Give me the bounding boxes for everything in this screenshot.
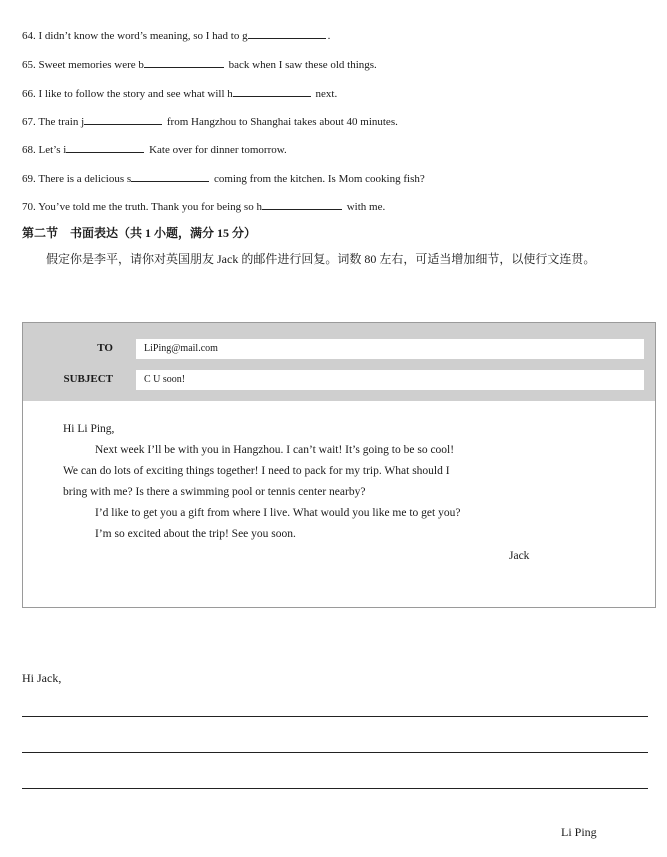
answer-blank[interactable]	[131, 170, 209, 182]
subject-field: C U soon!	[136, 370, 644, 390]
writing-line[interactable]	[22, 788, 648, 789]
question-67	[22, 113, 398, 129]
writing-instructions: 假定你是李平，请你对英国朋友 Jack 的邮件进行回复。词数 80 左右，可适当增加细节，以使行文连贯。	[46, 252, 596, 266]
question-text-after: back when I saw these old things.	[225, 59, 377, 71]
email-panel	[22, 322, 656, 608]
to-label: TO	[97, 342, 113, 354]
question-69	[22, 170, 425, 186]
question-number: 66.	[22, 88, 36, 100]
email-line: We can do lots of exciting things together! I need to pack for my trip. What should I	[63, 465, 450, 477]
question-68	[22, 141, 287, 157]
subject-label: SUBJECT	[63, 373, 113, 385]
question-text-before: You’ve told me the truth. Thank you for being so h	[38, 201, 262, 213]
question-number: 67.	[22, 116, 36, 128]
question-text-before: Sweet memories were b	[38, 59, 144, 71]
question-text-after: Kate over for dinner tomorrow.	[146, 144, 287, 156]
reply-greeting: Hi Jack,	[22, 671, 62, 685]
writing-line[interactable]	[22, 752, 648, 753]
question-66	[22, 85, 337, 101]
question-text-after: coming from the kitchen. Is Mom cooking fish?	[211, 173, 425, 185]
email-line: I’d like to get you a gift from where I live. What would you like me to get you?	[95, 507, 461, 519]
question-text-before: Let’s i	[38, 144, 67, 156]
question-text-after: .	[327, 30, 331, 42]
email-line: I’m so excited about the trip! See you soon.	[95, 528, 296, 540]
answer-blank[interactable]	[84, 113, 162, 125]
email-header	[23, 323, 655, 401]
email-line: Next week I’ll be with you in Hangzhou. I can’t wait! It’s going to be so cool!	[95, 444, 455, 456]
question-text-after: next.	[312, 88, 338, 100]
writing-line[interactable]	[22, 716, 648, 717]
answer-blank[interactable]	[66, 141, 144, 153]
answer-blank[interactable]	[248, 27, 326, 39]
question-70	[22, 198, 385, 214]
answer-blank[interactable]	[233, 85, 311, 97]
reply-signature: Li Ping	[561, 825, 597, 839]
question-text-after: from Hangzhou to Shanghai takes about 40 minutes.	[164, 116, 398, 128]
email-greeting: Hi Li Ping,	[63, 423, 115, 435]
question-number: 69.	[22, 173, 36, 185]
question-text-before: I didn’t know the word’s meaning, so I had to g	[38, 30, 248, 42]
question-number: 68.	[22, 144, 36, 156]
question-text-before: The train j	[38, 116, 85, 128]
answer-blank[interactable]	[144, 56, 224, 68]
answer-blank[interactable]	[262, 198, 342, 210]
email-line: bring with me? Is there a swimming pool or tennis center nearby?	[63, 486, 366, 498]
question-text-before: I like to follow the story and see what will h	[38, 88, 233, 100]
question-number: 70.	[22, 201, 36, 213]
to-field: LiPing@mail.com	[136, 339, 644, 359]
question-text-after: with me.	[343, 201, 386, 213]
question-text-before: There is a delicious s	[38, 173, 132, 185]
question-number: 65.	[22, 59, 36, 71]
section-heading: 第二节 书面表达（共 1 小题，满分 15 分）	[22, 226, 257, 240]
question-64	[22, 27, 330, 43]
question-65	[22, 56, 377, 72]
email-signature: Jack	[509, 550, 530, 562]
question-number: 64.	[22, 30, 36, 42]
